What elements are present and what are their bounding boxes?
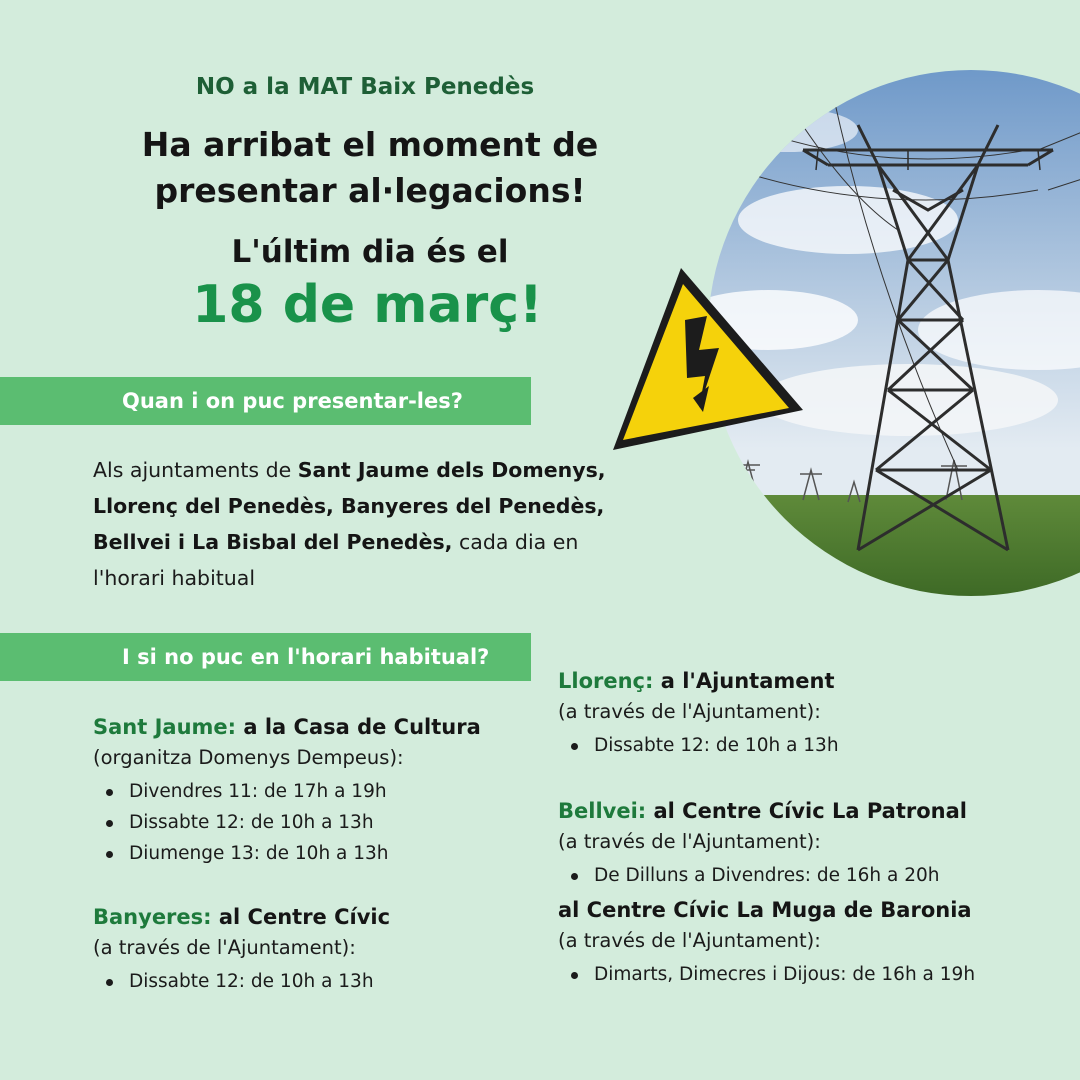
location-title xyxy=(93,712,543,742)
headline-line-2: presentar al·legacions! xyxy=(154,171,586,210)
location-subtitle-secondary: (a través de l'Ajuntament): xyxy=(558,929,821,952)
town-name: Bellvei: xyxy=(558,799,647,823)
town-name: Llorenç: xyxy=(558,669,654,693)
town-name: Sant Jaume: xyxy=(93,715,237,739)
schedule-list-secondary xyxy=(558,959,1058,990)
section-banner-where xyxy=(0,377,531,425)
list-item: Divendres 11: de 17h a 19h xyxy=(93,776,543,807)
list-item: Dissabte 12: de 10h a 13h xyxy=(558,730,1038,761)
where-paragraph-end: cada dia en l'horari habitual xyxy=(93,530,579,590)
campaign-kicker: NO a la MAT Baix Penedès xyxy=(195,74,535,100)
list-item: Dissabte 12: de 10h a 13h xyxy=(93,807,543,838)
location-subtitle: (a través de l'Ajuntament): xyxy=(93,936,356,959)
venue-name: al Centre Cívic La Patronal xyxy=(646,799,967,823)
location-title xyxy=(93,902,543,932)
location-banyeres xyxy=(93,902,543,997)
schedule-list xyxy=(558,730,1038,761)
deadline-intro: L'últim dia és el xyxy=(231,234,509,270)
section-banner-where-label: Quan i on puc presentar-les? xyxy=(122,389,463,413)
venue-name: al Centre Cívic xyxy=(211,905,391,929)
location-subtitle: (organitza Domenys Dempeus): xyxy=(93,746,404,769)
location-title-secondary: al Centre Cívic La Muga de Baronia xyxy=(558,898,972,922)
location-bellvei xyxy=(558,796,1058,990)
list-item: Dissabte 12: de 10h a 13h xyxy=(93,966,543,997)
list-item: Dimarts, Dimecres i Dijous: de 16h a 19h xyxy=(558,959,1058,990)
where-paragraph xyxy=(93,452,653,596)
where-paragraph-towns: Sant Jaume dels Domenys, Llorenç del Penedès, Banyeres del Penedès, Bellvei i La Bisbal del Penedès, xyxy=(93,458,606,554)
section-banner-alternative xyxy=(0,633,531,681)
location-llorenc xyxy=(558,666,1038,761)
schedule-list xyxy=(93,966,543,997)
venue-name: a l'Ajuntament xyxy=(653,669,835,693)
location-subtitle: (a través de l'Ajuntament): xyxy=(558,830,821,853)
headline-line-1: Ha arribat el moment de xyxy=(141,125,599,164)
schedule-list xyxy=(93,776,543,869)
headline xyxy=(0,122,740,214)
location-subtitle: (a través de l'Ajuntament): xyxy=(558,700,821,723)
location-sant-jaume xyxy=(93,712,543,869)
where-paragraph-intro: Als ajuntaments de xyxy=(93,458,298,482)
schedule-list xyxy=(558,860,1058,891)
location-title xyxy=(558,796,1058,826)
venue-name: a la Casa de Cultura xyxy=(236,715,481,739)
list-item: Diumenge 13: de 10h a 13h xyxy=(93,838,543,869)
town-name: Banyeres: xyxy=(93,905,212,929)
location-title xyxy=(558,666,1038,696)
section-banner-alternative-label: I si no puc en l'horari habitual? xyxy=(122,645,490,669)
deadline-date: 18 de març! xyxy=(192,275,543,335)
list-item: De Dilluns a Divendres: de 16h a 20h xyxy=(558,860,1058,891)
